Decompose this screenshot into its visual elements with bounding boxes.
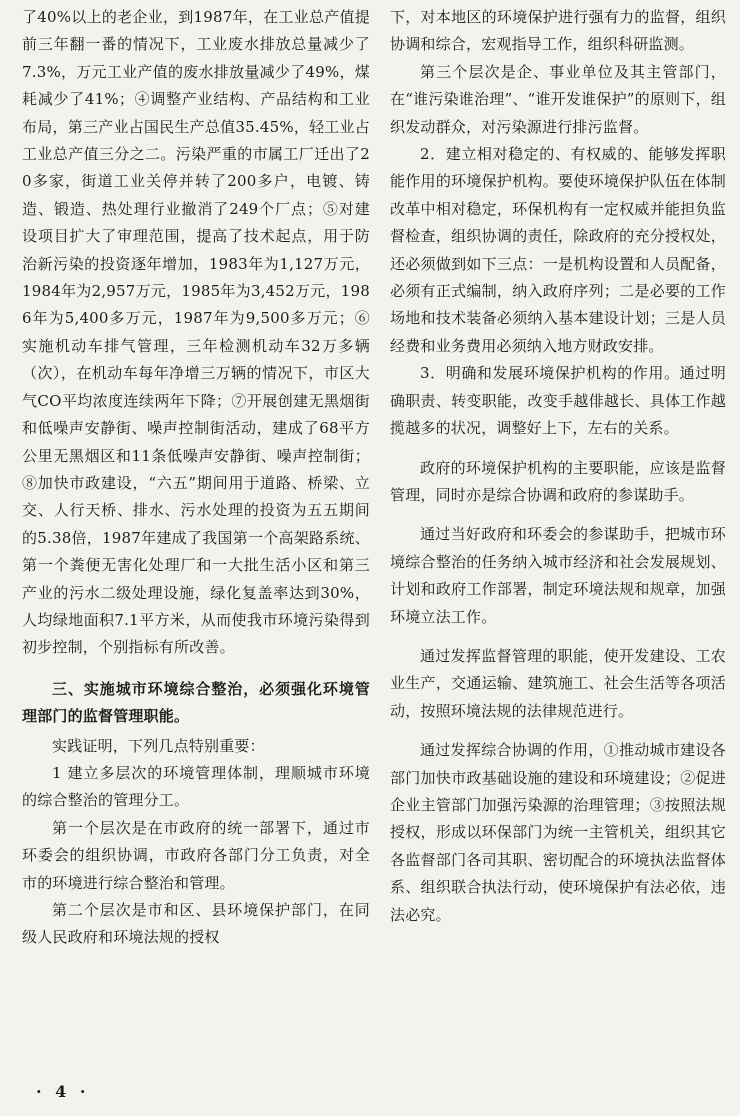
right-paragraph-5: 政府的环境保护机构的主要职能，应该是监督管理，同时亦是综合协调和政府的参谋助手。 (390, 458, 726, 504)
right-paragraph-8: 通过发挥综合协调的作用，①推动城市建设各部门加快市政基础设施的建设和环境建设；②促进企业主管部门加强污染源的治理管理；③按照法规授权，形成以环保部门为统一主管机关，组织其它各监督部门各司其职、密切配合的环境执法监督体系、组织联合执法行动，使环境保护有法必依，违法必究。 (390, 741, 726, 924)
right-paragraph-4: 3．明确和发展环境保护机构的作用。通过明确职责、转变职能，改变手越俳越长、具体工作越揽越多的状况，调整好上下，左右的关系。 (390, 364, 726, 438)
right-paragraph-2: 第三个层次是企、事业单位及其主管部门，在“谁污染谁治理”、“谁开发谁保护”的原则下，组织发动群众，对污染源进行排污监督。 (390, 62, 726, 136)
left-paragraph-4: 第一个层次是在市政府的统一部署下，通过市环委会的组织协调，市政府各部门分工负责，对全市的环境进行综合整治和管理。 (22, 818, 370, 892)
right-paragraph-1: 下，对本地区的环境保护进行强有力的监督，组织协调和综合，宏观指导工作，组织科研监测。 (390, 8, 726, 54)
right-paragraph-6: 通过当好政府和环委会的参谋助手，把城市环境综合整治的任务纳入城市经济和社会发展规划、计划和政府工作部署，制定环境法规和规章，加强环境立法工作。 (390, 525, 726, 626)
right-paragraph-3: 2．建立相对稳定的、有权威的、能够发挥职能作用的环境保护机构。要使环境保护队伍在体制改革中相对稳定，环保机构有一定权威并能担负监督检查，组织协调的责任，除政府的充分授权处，还必须做到如下三点：一是机构设置和人员配备，必须有正式编制，纳入政府序列；二是必要的工作场地和技术装备必须纳入基本建设计划；三是人员经费和业务费用必须纳入地方财政安排。 (390, 145, 726, 355)
section-heading: 三、实施城市环境综合整治，必须强化环境管理部门的监督管理职能。 (22, 679, 370, 726)
left-paragraph-3: 1 建立多层次的环境管理体制，理顺城市环境的综合整治的管理分工。 (22, 763, 370, 810)
left-column (22, 4, 370, 952)
right-column (390, 4, 726, 929)
left-paragraph-5: 第二个层次是市和区、县环境保护部门，在同级人民政府和环境法规的授权 (22, 901, 370, 947)
left-paragraph-2: 实践证明，下列几点特别重要： (52, 736, 265, 755)
right-paragraph-7: 通过发挥监督管理的职能，使开发建设、工农业生产，交通运输、建筑施工、社会生活等各项活动，按照环境法规的法律规范进行。 (390, 646, 726, 720)
page-number: · 4 · (36, 1082, 90, 1101)
left-paragraph-1: 了40%以上的老企业，到1987年，在工业总产值提前三年翻一番的情况下，工业废水排放总量减少了7.3%，万元工业产值的废水排放量减少了49%，煤耗减少了41%；④调整产业结构、产品结构和工业布局，第三产业占国民生产总值35.45%，轻工业占工业总产值三分之二。污染严重的市属工厂迁出了20多家，街道工业关停并转了200多户，电镀、铸造、锻造、热处理行业撤消了249个厂点；⑤对建设项目扩大了审理范围，提高了技术起点，用于防治新污染的投资逐年增加，1983年为1,127万元，1984年为2,957万元，1985年为3,452万元，1986年为5,400多万元，1987年为9,500多万元；⑥实施机动车排气管理，三年检测机动车32万多辆（次），在机动车每年净增三万辆的情况下，市区大气CO平均浓度连续两年下降；⑦开展创建无黑烟街和低噪声安静街、噪声控制街活动，建成了68平方公里无黑烟区和11条低噪声安静街、噪声控制街；⑧加快市政建设，“六五”期间用于道路、桥梁、立交、人行天桥、排水、污水处理的投资为五五期间的5.38倍，1987年建成了我国第一个高架路系统、第一个粪便无害化处理厂和一大批生活小区和第三产业的污水二级处理设施，绿化复盖率达到30%，人均绿地面积7.1平方米，从而使我市环境污染得到初步控制，个别指标有所改善。 (22, 8, 370, 657)
